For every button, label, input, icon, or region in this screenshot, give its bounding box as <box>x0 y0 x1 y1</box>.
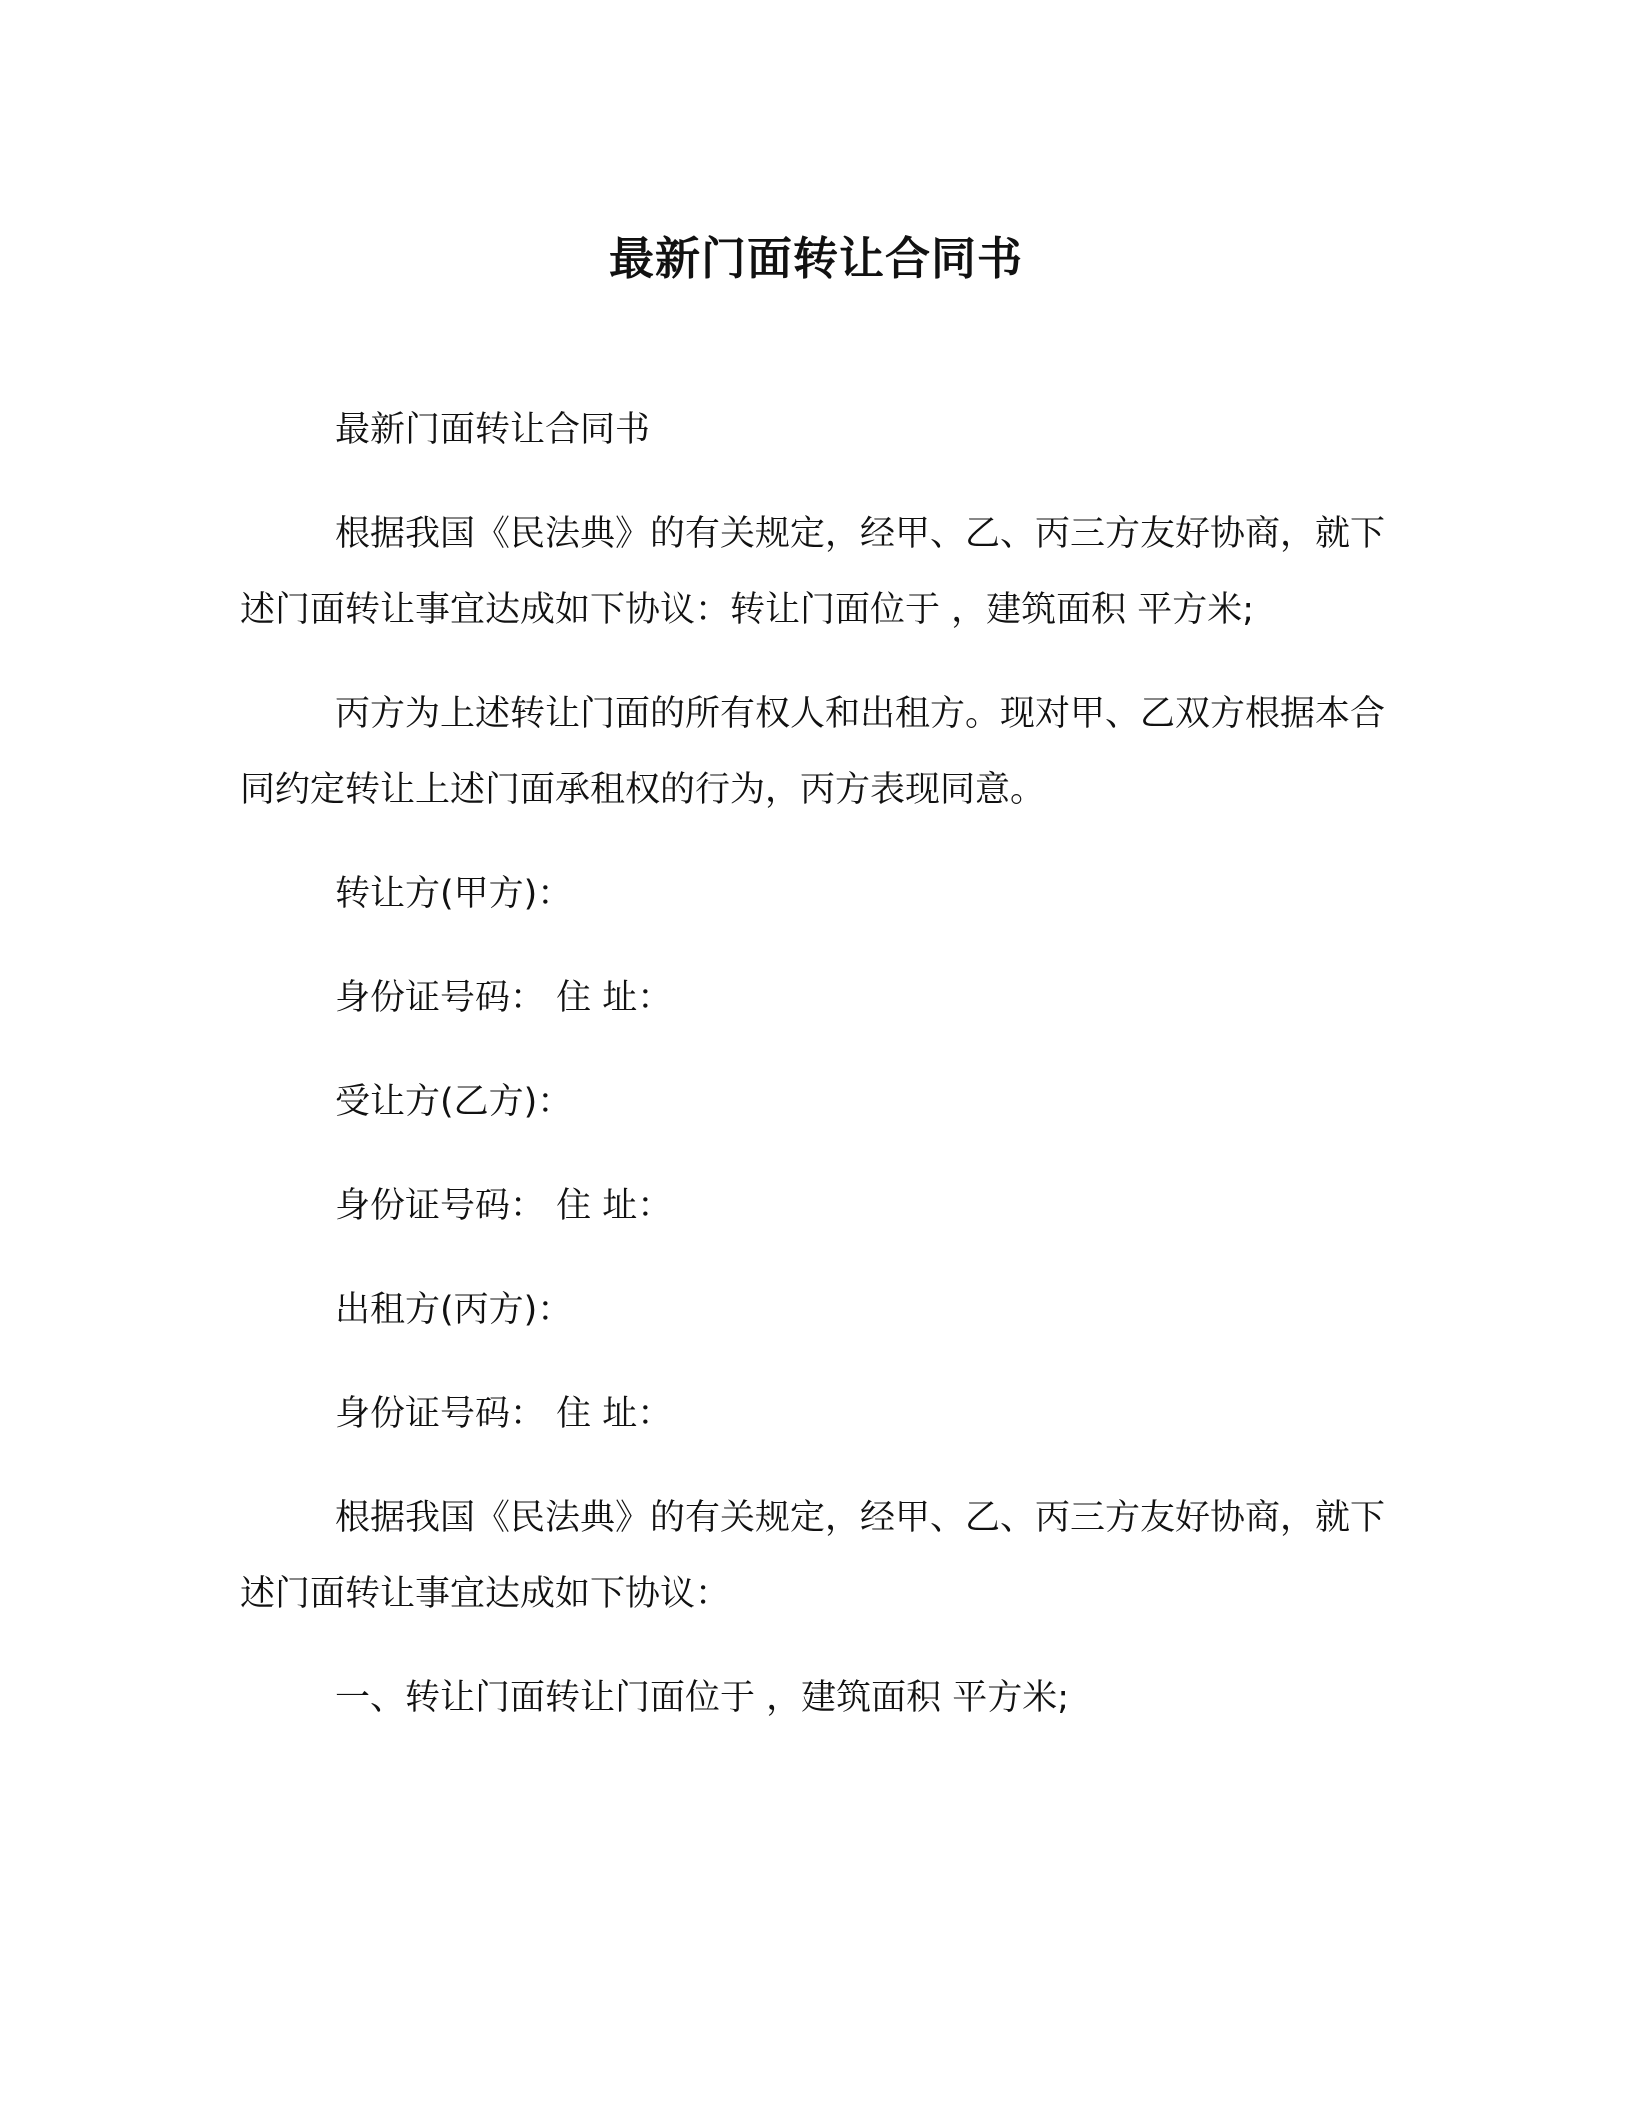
document-title: 最新门面转让合同书 <box>608 232 1023 285</box>
party-a-id-address: 身份证号码： 住 址： <box>335 978 673 1018</box>
agreement-paragraph: 根据我国《民法典》的有关规定，经甲、乙、丙三方友好协商，就下述门面转让事宜达成如下协议： <box>240 1498 1386 1614</box>
document-body <box>240 392 1390 1764</box>
subtitle-paragraph: 最新门面转让合同书 <box>335 410 651 450</box>
party-b-id-address: 身份证号码： 住 址： <box>335 1186 673 1226</box>
party-a-label: 转让方(甲方)： <box>335 874 573 914</box>
landlord-consent-paragraph: 丙方为上述转让门面的所有权人和出租方。现对甲、乙双方根据本合同约定转让上述门面承租权的行为，丙方表现同意。 <box>240 694 1386 810</box>
intro-paragraph: 根据我国《民法典》的有关规定，经甲、乙、丙三方友好协商，就下述门面转让事宜达成如下协议：转让门面位于 ，建筑面积 平方米; <box>240 514 1386 630</box>
party-c-id-address: 身份证号码： 住 址： <box>335 1394 673 1434</box>
party-c-label: 出租方(丙方)： <box>335 1290 573 1330</box>
clause-one: 一、转让门面转让门面位于 ，建筑面积 平方米; <box>335 1678 1070 1718</box>
party-b-label: 受让方(乙方)： <box>335 1082 573 1122</box>
